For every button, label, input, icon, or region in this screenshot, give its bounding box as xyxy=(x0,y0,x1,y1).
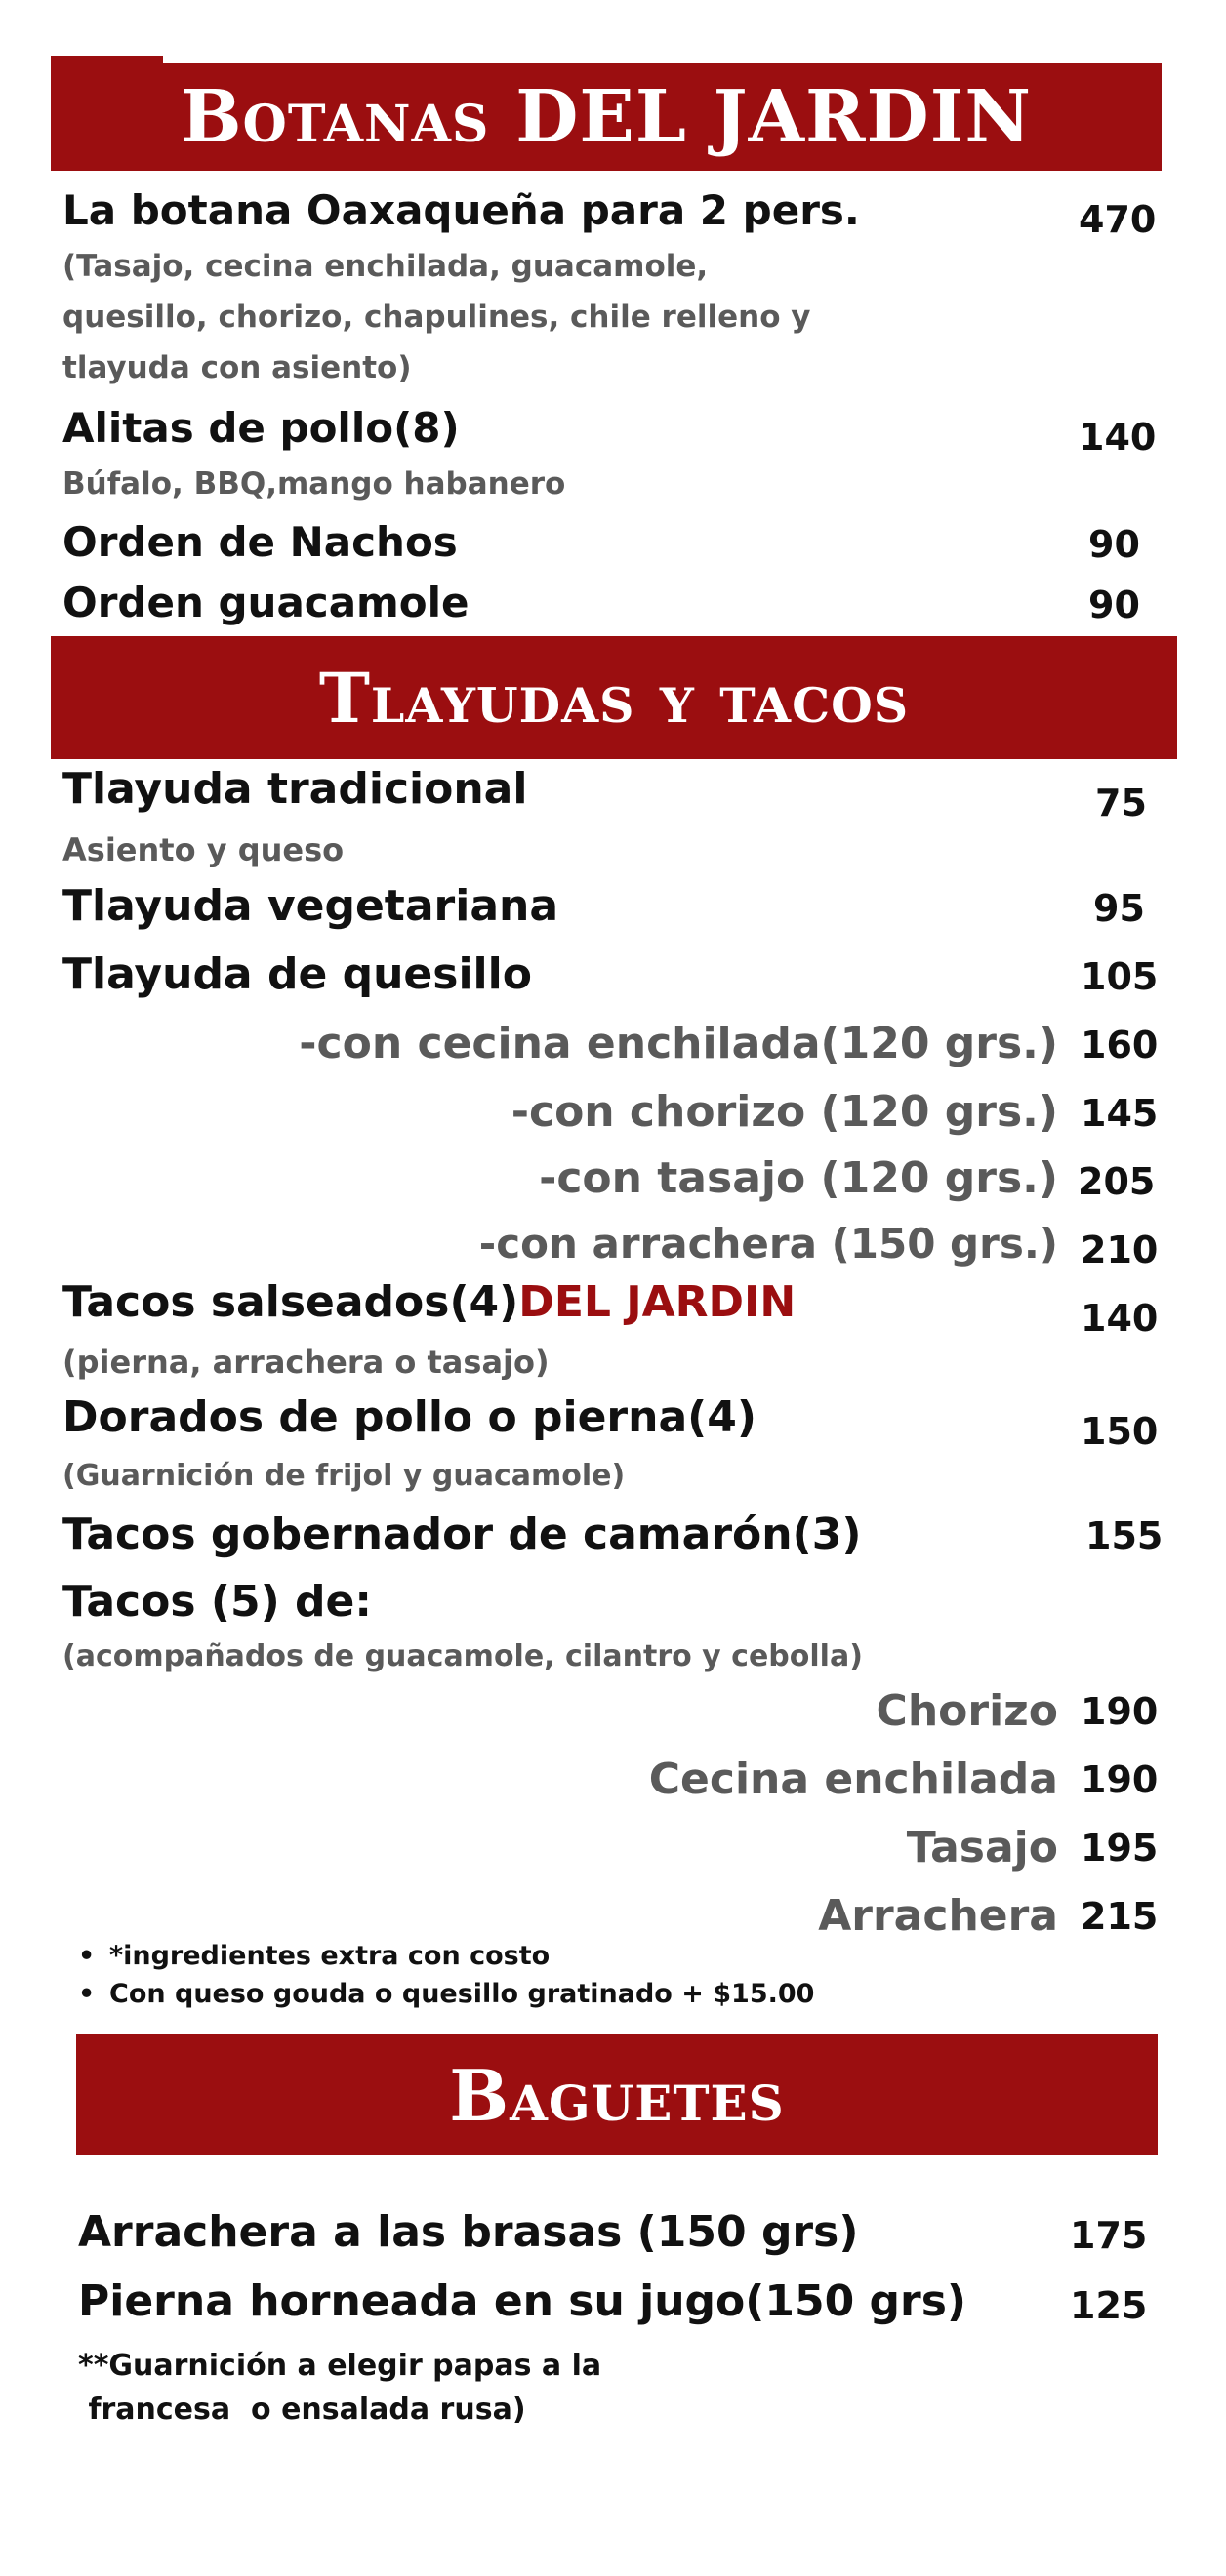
menu-option-label: -con chorizo (120 grs.) xyxy=(511,1087,1058,1137)
menu-item-price: 125 xyxy=(1070,2284,1148,2327)
menu-item-price: 175 xyxy=(1070,2214,1148,2257)
section-title-botanas: Botanas DEL JARDIN xyxy=(51,63,1162,171)
menu-item-price: 470 xyxy=(1079,198,1157,241)
menu-option-price: 160 xyxy=(1081,1024,1159,1067)
menu-item-price: 105 xyxy=(1081,955,1159,998)
menu-item-name: Arrachera a las brasas (150 grs) xyxy=(78,2207,859,2257)
menu-item-name: Tlayuda de quesillo xyxy=(62,949,532,999)
menu-item-desc: (Tasajo, cecina enchilada, guacamole, xyxy=(62,249,709,284)
baguetes-note: **Guarnición a elegir papas a la xyxy=(78,2349,602,2383)
menu-option-price: 145 xyxy=(1081,1092,1159,1135)
menu-item-price: 90 xyxy=(1088,584,1140,626)
menu-item-name: Dorados de pollo o pierna(4) xyxy=(62,1392,756,1442)
menu-item-price: 95 xyxy=(1093,887,1145,930)
menu-item-desc: quesillo, chorizo, chapulines, chile relleno y xyxy=(62,300,811,335)
note-item: • *ingredientes extra con costo xyxy=(76,1937,814,1975)
menu-option-label: -con tasajo (120 grs.) xyxy=(539,1153,1058,1203)
menu-item-name: La botana Oaxaqueña para 2 pers. xyxy=(62,186,860,234)
menu-item-price: 155 xyxy=(1085,1514,1164,1557)
menu-item-name: Tacos (5) de: xyxy=(62,1577,372,1627)
menu-item-desc: (Guarnición de frijol y guacamole) xyxy=(62,1459,626,1493)
note-item: • Con queso gouda o quesillo gratinado + $15.00 xyxy=(76,1975,814,2013)
menu-item-price: 140 xyxy=(1079,416,1157,459)
notes-list xyxy=(76,1937,814,2013)
menu-option-price: 190 xyxy=(1081,1690,1159,1733)
menu-item-desc: tlayuda con asiento) xyxy=(62,350,412,385)
menu-item-price: 75 xyxy=(1095,782,1147,825)
menu-option-price: 190 xyxy=(1081,1758,1159,1801)
section-title-tlayudas: Tlayudas y tacos xyxy=(51,636,1177,759)
menu-item-name: Pierna horneada en su jugo(150 grs) xyxy=(78,2276,967,2326)
menu-option-price: 210 xyxy=(1081,1228,1159,1271)
menu-option-label: -con arrachera (150 grs.) xyxy=(478,1220,1058,1268)
menu-item-desc: (acompañados de guacamole, cilantro y cebolla) xyxy=(62,1639,863,1673)
menu-item-desc: Asiento y queso xyxy=(62,831,345,868)
menu-item-name: Tacos gobernador de camarón(3) xyxy=(62,1509,862,1559)
menu-item-price: 90 xyxy=(1088,523,1140,566)
menu-item-name: Alitas de pollo(8) xyxy=(62,404,460,452)
menu-item-name-text: Tacos salseados(4) xyxy=(62,1277,519,1327)
menu-item-name xyxy=(62,1277,797,1327)
menu-option-label: Arrachera xyxy=(818,1891,1058,1941)
section-title-baguetes: Baguetes xyxy=(76,2034,1158,2155)
menu-item-price: 150 xyxy=(1081,1410,1159,1453)
menu-item-price: 140 xyxy=(1081,1297,1159,1340)
menu-item-name: Tlayuda tradicional xyxy=(62,764,528,814)
del-jardin-highlight: DEL JARDIN xyxy=(518,1277,797,1327)
menu-item-desc: Búfalo, BBQ,mango habanero xyxy=(62,466,566,502)
menu-item-name: Orden guacamole xyxy=(62,579,470,626)
baguetes-note: francesa o ensalada rusa) xyxy=(78,2393,526,2427)
menu-option-label: -con cecina enchilada(120 grs.) xyxy=(299,1019,1058,1068)
menu-option-price: 205 xyxy=(1078,1160,1156,1203)
menu-item-name: Orden de Nachos xyxy=(62,518,458,566)
menu-item-desc: (pierna, arrachera o tasajo) xyxy=(62,1344,550,1381)
menu-option-label: Chorizo xyxy=(876,1686,1058,1736)
menu-option-price: 215 xyxy=(1081,1895,1159,1938)
menu-option-label: Cecina enchilada xyxy=(648,1754,1058,1804)
menu-item-name: Tlayuda vegetariana xyxy=(62,881,559,931)
menu-option-price: 195 xyxy=(1081,1827,1159,1870)
menu-option-label: Tasajo xyxy=(906,1823,1058,1872)
